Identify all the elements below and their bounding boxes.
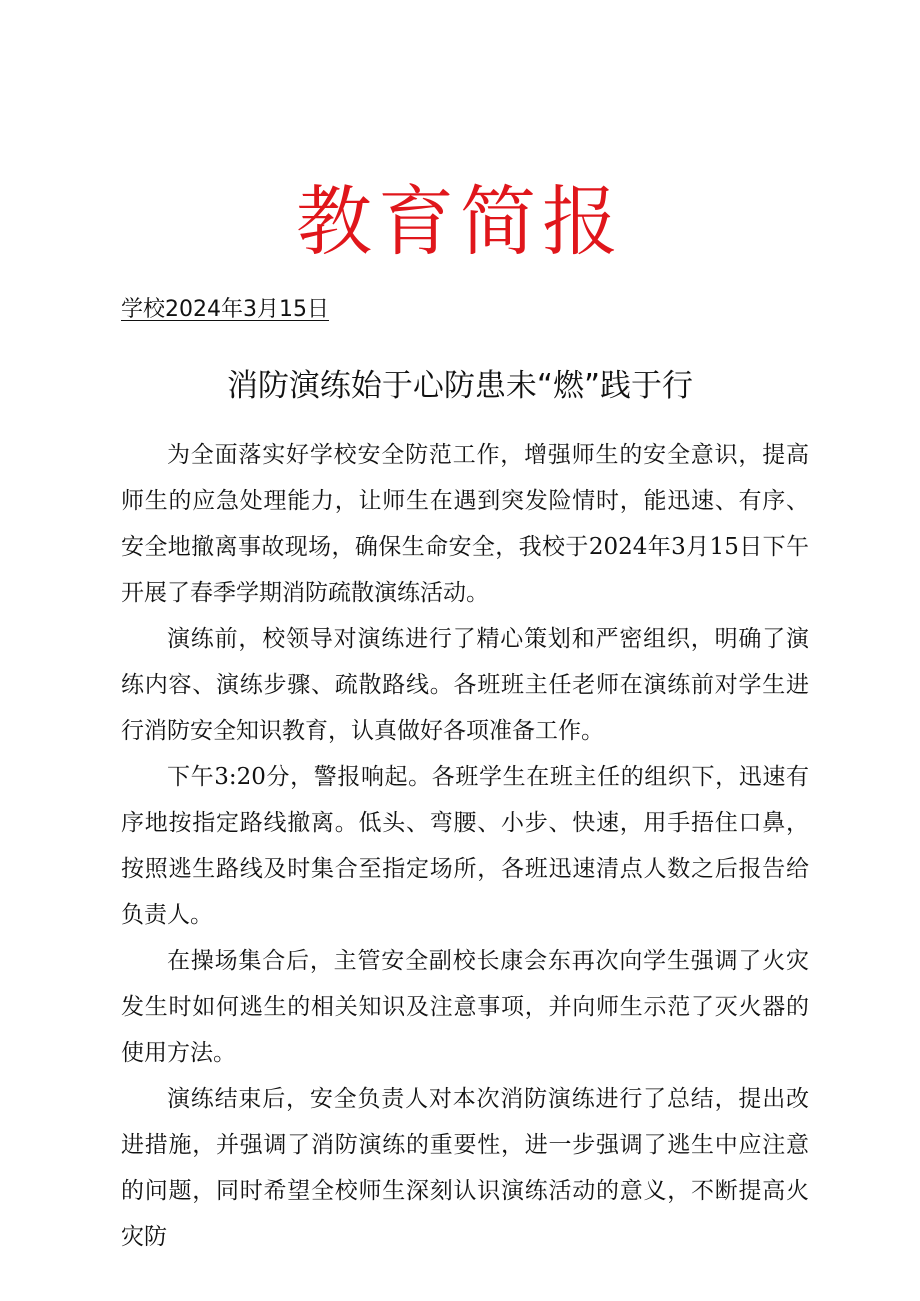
article-headline: 消防演练始于心防患未“燃”践于行 bbox=[226, 368, 694, 404]
body-paragraph: 为全面落实好学校安全防范工作，增强师生的安全意识，提高师生的应急处理能力，让师生在遇到突发险情时，能迅速、有序、安全地撤离事故现场，确保生命安全，我校于2024年3月15日下午开展了春季学期消防疏散演练活动。 bbox=[121, 442, 809, 606]
body-paragraph: 下午3:20分，警报响起。各班学生在班主任的组织下，迅速有序地按指定路线撤离。低头、弯腰、小步、快速，用手捂住口鼻，按照逃生路线及时集合至指定场所，各班迅速清点人数之后报告给负责人。 bbox=[121, 764, 809, 928]
article-body bbox=[121, 432, 809, 1260]
masthead-title: 教育简报 bbox=[296, 177, 624, 266]
body-paragraph: 演练结束后，安全负责人对本次消防演练进行了总结，提出改进措施，并强调了消防演练的重要性，进一步强调了逃生中应注意的问题，同时希望全校师生深刻认识演练活动的意义，不断提高火灾防 bbox=[121, 1086, 809, 1250]
body-paragraph: 在操场集合后，主管安全副校长康会东再次向学生强调了火灾发生时如何逃生的相关知识及注意事项，并向师生示范了灭火器的使用方法。 bbox=[121, 948, 809, 1066]
dateline: 学校2024年3月15日 bbox=[121, 297, 329, 322]
body-paragraph: 演练前，校领导对演练进行了精心策划和严密组织，明确了演练内容、演练步骤、疏散路线。各班班主任老师在演练前对学生进行消防安全知识教育，认真做好各项准备工作。 bbox=[121, 626, 809, 744]
